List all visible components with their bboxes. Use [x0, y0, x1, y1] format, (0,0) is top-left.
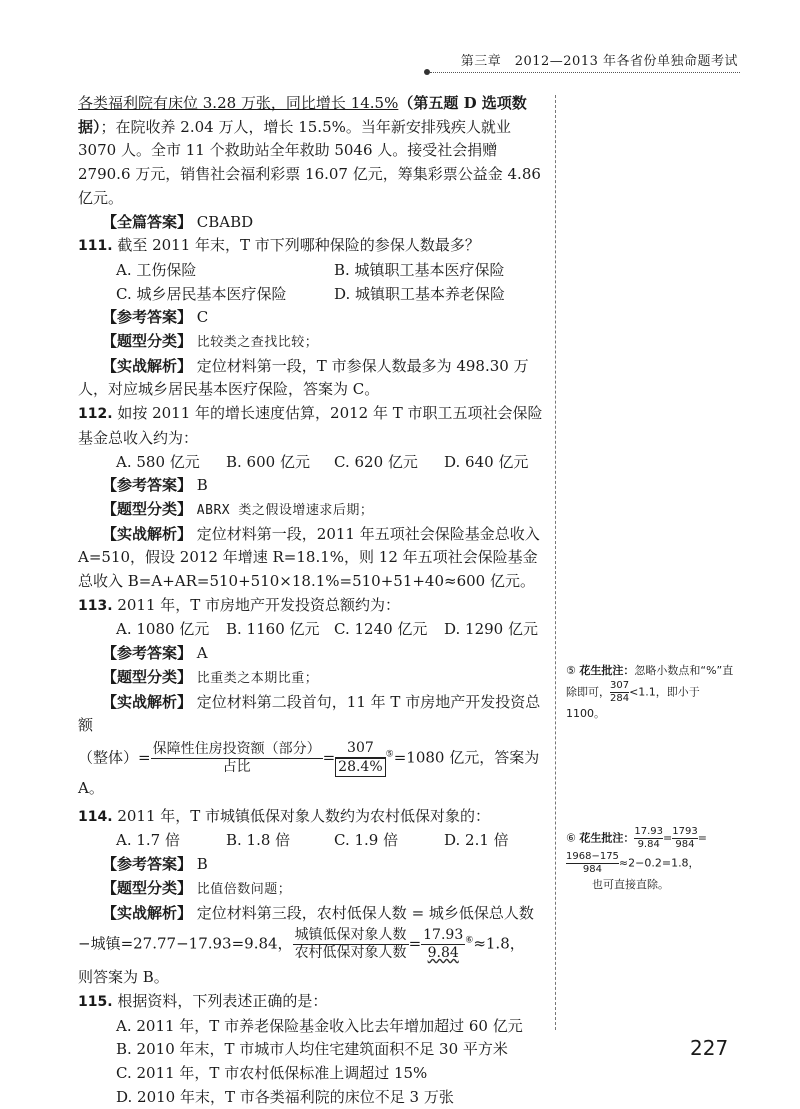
category-tag: 【题型分类】: [102, 499, 193, 518]
answer-line: [78, 474, 548, 498]
analysis-text: 定位材料第三段，农村低保人数 = 城乡低保总人数: [196, 903, 534, 922]
fraction: [293, 927, 409, 962]
option: A. 580 亿元: [116, 452, 200, 471]
note-fraction-numerator: 1968−175: [566, 851, 619, 862]
answer-value: A: [196, 644, 208, 663]
intro-note: （第五题 D 选项数据）: [78, 94, 527, 136]
question-111: [78, 234, 548, 259]
option: D. 1290 亿元: [444, 620, 538, 639]
note-fraction: [566, 851, 619, 876]
question-number: 111.: [78, 238, 113, 255]
fraction-numerator: 307: [335, 740, 385, 758]
note-fraction: [634, 826, 663, 851]
category-line: [78, 877, 548, 902]
question-stem: 2011 年，T 市房地产开发投资总额约为：: [117, 595, 401, 614]
category-value: 比较类之查找比较；: [196, 335, 319, 351]
annotation-mark: ⑥: [465, 935, 474, 946]
option: D. 640 亿元: [444, 452, 529, 471]
note-fraction-numerator: 17.93: [634, 826, 664, 837]
formula-lhs: （整体）=: [78, 748, 151, 767]
category-value: 比重类之本期比重；: [196, 670, 319, 686]
answer-line: [78, 853, 548, 877]
option: B. 1160 亿元: [226, 620, 320, 639]
question-115: [78, 990, 548, 1015]
option: C. 2011 年，T 市农村低保标准上调超过 15%: [116, 1064, 428, 1083]
answer-tag: 【参考答案】: [102, 308, 193, 327]
fraction: [151, 741, 323, 776]
answer-value: B: [196, 476, 208, 495]
fraction-denominator: 农村低保对象人数: [294, 945, 407, 962]
margin-divider: [555, 95, 556, 1030]
formula-line: −城镇=27.77−17.93=9.84， $\frac{\text{城镇低保对象人数}}{\text{农村低保对象人数}}$ = $\frac{17.93}{9.84}$ ⑥≈1.8，: [78, 927, 525, 962]
option: B. 1.8 倍: [226, 831, 291, 850]
note-fraction-denominator: 984: [675, 839, 695, 850]
category-tag: 【题型分类】: [102, 667, 193, 686]
fraction-numerator: 17.93: [423, 927, 464, 944]
analysis-paragraph: [78, 355, 548, 402]
options-row: [78, 451, 548, 475]
intro-text: ；在院收养 2.04 万人，增长 15.5%。当年新安排残疾人就业 3070 人。全市 11 个救助站全年救助 5046 人。接受社会捐赠 2790.6 万元，销售社会福利彩票 16.07 亿元，筹集彩票公益金 4.86 亿元。: [78, 117, 541, 207]
analysis-conclusion: 则答案为 B。: [78, 968, 169, 987]
note-mark: ⑤: [566, 664, 576, 677]
running-header: 第三章 2012—2013 年各省份单独命题考试: [460, 54, 738, 69]
formula-rhs: ≈1.8，: [473, 934, 525, 953]
options-row: [78, 259, 548, 283]
analysis-paragraph: [78, 902, 548, 926]
note-fraction-denominator: 9.84: [637, 839, 660, 850]
option: A. 2011 年，T 市养老保险基金收入比去年增加超过 60 亿元: [116, 1016, 523, 1035]
fraction-denominator: 28.4%: [335, 758, 385, 777]
option: C. 620 亿元: [334, 452, 418, 471]
answer-tag: 【参考答案】: [102, 476, 193, 495]
answer-value: C: [196, 308, 209, 327]
main-column: [78, 92, 548, 1109]
full-answer-value: CBABD: [196, 212, 254, 231]
question-114: [78, 805, 548, 830]
category-tag: 【题型分类】: [102, 878, 193, 897]
option: A. 1080 亿元: [116, 620, 210, 639]
analysis-tag: 【实战解析】: [102, 356, 193, 375]
question-113: [78, 594, 548, 619]
note-text: 也可直接直除。: [592, 878, 669, 891]
option: C. 1.9 倍: [334, 831, 399, 850]
answer-tag: 【参考答案】: [102, 855, 193, 874]
note-text: 忽略小数点和“%”直除即可，: [566, 664, 734, 699]
fraction-denominator: 9.84: [427, 945, 459, 962]
option: B. 城镇职工基本医疗保险: [334, 260, 505, 279]
margin-note-5: [566, 662, 736, 723]
note-mark: ⑥: [566, 831, 576, 845]
question-number: 113.: [78, 597, 113, 614]
question-stem: 如按 2011 年的增长速度估算，2012 年 T 市职工五项社会保险基金总收入约为：: [78, 404, 543, 447]
option: C. 城乡居民基本医疗保险: [116, 284, 287, 303]
analysis-tag: 【实战解析】: [102, 524, 193, 543]
note-fraction: [610, 680, 629, 705]
question-112: [78, 402, 548, 450]
intro-highlight: 各类福利院有床位 3.28 万张，同比增长 14.5%: [78, 94, 399, 112]
fraction: [335, 740, 385, 777]
question-number: 112.: [78, 406, 113, 423]
category-value: ABRX 类之假设增速求后期；: [196, 502, 374, 518]
note-equals: =: [697, 831, 707, 845]
option: B. 2010 年末，T 市城市人均住宅建筑面积不足 30 平方米: [116, 1040, 508, 1059]
annotation-mark: ⑤: [385, 749, 394, 760]
note-fraction-denominator: 284: [610, 693, 630, 704]
intro-paragraph: [78, 92, 548, 211]
analysis-paragraph: [78, 523, 548, 594]
options-row: [78, 283, 548, 307]
option: D. 2.1 倍: [444, 831, 509, 850]
analysis-text: 定位材料第二段首句，11 年 T 市房地产开发投资总额: [78, 692, 541, 735]
option: A. 工伤保险: [116, 260, 197, 279]
note-label: 花生批注：: [579, 831, 635, 845]
analysis-tag: 【实战解析】: [102, 903, 193, 922]
answer-tag: 【参考答案】: [102, 644, 193, 663]
note-fraction-denominator: 984: [582, 864, 602, 875]
full-answer-tag: 【全篇答案】: [102, 212, 193, 231]
answer-line: [78, 642, 548, 666]
question-number: 114.: [78, 808, 113, 825]
margin-note-6: [566, 826, 736, 894]
analysis-text: 定位材料第一段，T 市参保人数最多为 498.30 万人，对应城乡居民基本医疗保险，答案为 C。: [78, 356, 529, 399]
category-line: [78, 666, 548, 691]
fraction-numerator: 保障性住房投资额（部分）: [152, 740, 321, 757]
note-equals: =: [663, 831, 673, 845]
fraction-denominator: 占比: [222, 758, 251, 775]
note-fraction-numerator: 1793: [672, 826, 698, 837]
formula-rhs: =1080 亿元，答案为 A。: [78, 748, 540, 797]
note-fraction: [672, 826, 697, 851]
category-line: [78, 498, 548, 523]
formula-lhs: −城镇=27.77−17.93=9.84，: [78, 934, 293, 953]
options-row: [78, 618, 548, 642]
page-number: 227: [690, 1036, 729, 1060]
category-value: 比值倍数问题；: [196, 881, 292, 897]
option: D. 城镇职工基本养老保险: [334, 284, 506, 303]
analysis-paragraph: [78, 691, 548, 738]
full-answer: [78, 211, 548, 235]
question-stem: 2011 年，T 市城镇低保对象人数约为农村低保对象的：: [117, 806, 491, 825]
note-text: <1.1，即小于 1100。: [566, 685, 700, 720]
analysis-tag: 【实战解析】: [102, 692, 193, 711]
header-rule: [430, 72, 740, 73]
options-row: [78, 829, 548, 853]
formula-line: （整体）= $\frac{\text{保障性住房投资额（部分）}}{\text{占比}}$ = $\frac{307}{28.4\%}$ ⑤=1080 亿元，答案为 A。: [78, 739, 540, 797]
option: A. 1.7 倍: [116, 831, 180, 850]
option: B. 600 亿元: [226, 452, 310, 471]
category-line: [78, 330, 548, 355]
answer-value: B: [196, 855, 208, 874]
header-dot: [424, 69, 430, 75]
answer-line: [78, 306, 548, 330]
question-stem: 根据资料，下列表述正确的是：: [117, 991, 328, 1010]
fraction-numerator: 城镇低保对象人数: [294, 927, 407, 944]
option: D. 2010 年末，T 市各类福利院的床位不足 3 万张: [116, 1087, 454, 1106]
note-text: ≈2−0.2=1.8，: [618, 856, 700, 870]
option: C. 1240 亿元: [334, 620, 428, 639]
fraction: [421, 927, 465, 962]
note-fraction-numerator: 307: [610, 680, 630, 691]
question-number: 115.: [78, 993, 113, 1010]
category-tag: 【题型分类】: [102, 332, 193, 351]
question-stem: 截至 2011 年末，T 市下列哪种保险的参保人数最多？: [117, 236, 480, 255]
note-label: 花生批注：: [579, 664, 635, 677]
analysis-text: 定位材料第一段，2011 年五项社会保险基金总收入 A=510，假设 2012 年增速 R=18.1%，则 12 年五项社会保险基金总收入 B=A+AR=510+510×18.1%=510+51+40≈600 亿元。: [78, 524, 540, 591]
